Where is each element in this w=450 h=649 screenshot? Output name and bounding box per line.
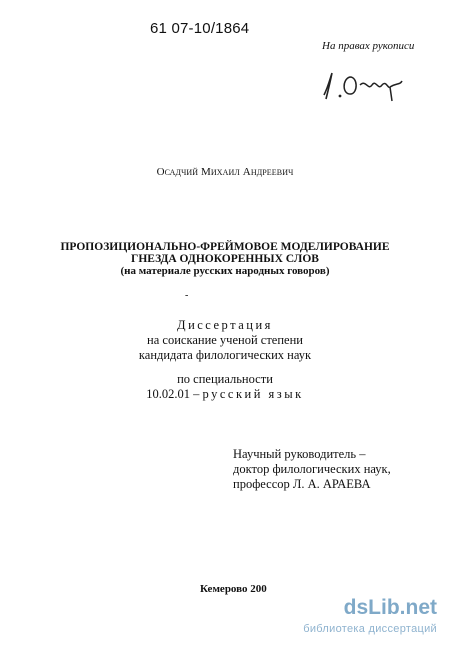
- stray-mark: -: [185, 290, 189, 301]
- specialty-code: 10.02.01: [146, 387, 191, 401]
- supervisor-name: профессор Л. А. АРАЕВА: [233, 477, 371, 491]
- reference-number: 61 07-10/1864: [150, 20, 250, 37]
- title-line-2: ГНЕЗДА ОДНОКОРЕННЫХ СЛОВ: [131, 253, 319, 265]
- specialty-block: [0, 372, 450, 402]
- site-watermark: [270, 592, 445, 642]
- specialty-label: по специальности: [177, 372, 273, 386]
- degree-line-2: кандидата филологических наук: [138, 348, 312, 362]
- watermark-tagline: библиотека диссертаций: [303, 623, 437, 635]
- degree-line-1: на соискание ученой степени: [147, 333, 303, 347]
- dissertation-block: [0, 318, 450, 363]
- specialty-name: русский язык: [202, 387, 304, 401]
- dissertation-heading: Диссертация: [177, 318, 273, 332]
- rights-notice: На правах рукописи: [322, 40, 415, 52]
- watermark-logo: dsLib.net: [343, 596, 437, 619]
- title-subtitle: (на материале русских народных говоров): [120, 265, 330, 277]
- specialty-dash: –: [193, 387, 200, 401]
- supervisor-block: [233, 447, 391, 492]
- supervisor-degree: доктор филологических наук,: [233, 462, 391, 476]
- dissertation-title: [0, 241, 450, 277]
- supervisor-role: Научный руководитель –: [233, 447, 366, 461]
- handwritten-signature: [318, 65, 408, 105]
- specialty-line: [0, 387, 450, 402]
- title-line-1: ПРОПОЗИЦИОНАЛЬНО-ФРЕЙМОВОЕ МОДЕЛИРОВАНИЕ: [60, 241, 390, 253]
- city-year: Кемерово 200: [200, 583, 267, 595]
- author-name: Осадчий Михаил Андреевич: [156, 166, 294, 178]
